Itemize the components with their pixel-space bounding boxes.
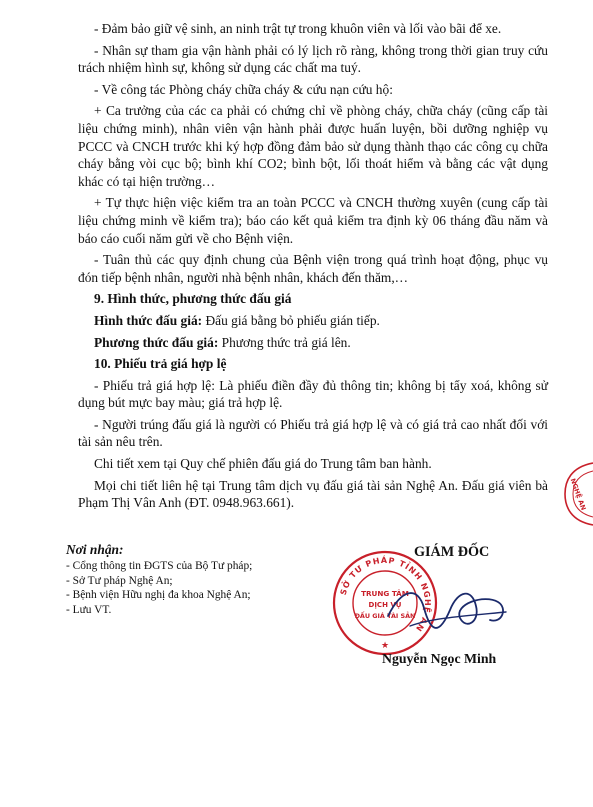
page-edge-stamp-icon [561, 461, 593, 527]
section-10-heading: 10. Phiếu trả giá hợp lệ [94, 356, 227, 372]
paragraph-regulation: Chi tiết xem tại Quy chế phiên đấu giá do Trung tâm ban hành. [94, 456, 432, 472]
document-body [78, 20, 548, 516]
auction-method-label: Phương thức đấu giá: [94, 334, 219, 350]
auction-form-value: Đấu giá bằng bỏ phiếu gián tiếp. [202, 312, 380, 328]
svg-text:★: ★ [380, 641, 390, 651]
paragraph-hygiene: - Đảm bảo giữ vệ sinh, an ninh trật tự trong khuôn viên và lối vào bãi để xe. [94, 21, 502, 36]
recipients-title: Nơi nhận: [66, 542, 124, 557]
paragraph-personnel: - Nhân sự tham gia vận hành phải có lý lịch rõ ràng, không trong thời gian truy cứu trách nhiệm hình sự, không sử dụng các chất ma tuý. [78, 42, 548, 76]
auction-method [78, 334, 548, 352]
recipient-item: - Cổng thông tin ĐGTS của Bộ Tư pháp; [66, 560, 253, 573]
signer-role: GIÁM ĐỐC [414, 544, 490, 560]
signer-name: Nguyễn Ngọc Minh [382, 651, 497, 666]
paragraph-inspection: + Tự thực hiện việc kiểm tra an toàn PCCC và CNCH thường xuyên (cung cấp tài liệu chứng minh về kiểm tra); báo cáo kết quả kiểm tra định kỳ 06 tháng đầu năm và báo cáo cuối năm gửi về cho Bệnh viện. [78, 195, 548, 246]
side-stamp-text: NGHỆ AN [568, 477, 588, 512]
paragraph-winner: - Người trúng đấu giá là người có Phiếu trả giá hợp lệ và có giá trả cao nhất đối với tài sản nêu trên. [78, 416, 548, 450]
paragraph-shift-leader: + Ca trưởng của các ca phải có chứng chỉ về phòng cháy, chữa cháy (cũng cấp tài liệu chứng minh), nhân viên vận hành phải được huấn luyện, bồi dưỡng nghiệp vụ PCCC và CNCH trước khi ký hợp đồng đảm bảo sử dụng thành thạo các công cụ chữa cháy bằng vòi cục bộ; bình khí CO2; bình bột, lối thoát hiểm và bằng các vật dụng khác có tại hiện trường… [78, 103, 548, 189]
recipient-item: - Sở Tư pháp Nghệ An; [66, 574, 173, 587]
paragraph-compliance: - Tuân thủ các quy định chung của Bệnh viện trong quá trình hoạt động, phục vụ đón tiếp bệnh nhân, người nhà bệnh nhân, khách đến thăm,… [78, 252, 548, 285]
seal-ring-text: SỞ TƯ PHÁP TỈNH NGHỆ AN [338, 555, 433, 634]
auction-form [78, 312, 548, 330]
section-9-heading: 9. Hình thức, phương thức đấu giá [94, 291, 292, 307]
signature-block [330, 540, 560, 675]
paragraph-contact: Mọi chi tiết liên hệ tại Trung tâm dịch vụ đấu giá tài sản Nghệ An. Đấu giá viên bà Phạm Thị Vân Anh (ĐT. 0948.963.661). [78, 477, 548, 511]
recipient-item: - Lưu VT. [66, 603, 112, 616]
recipient-item: - Bệnh viện Hữu nghị đa khoa Nghệ An; [66, 589, 251, 602]
paragraph-fire-safety: - Về công tác Phòng cháy chữa cháy & cứu nạn cứu hộ: [94, 81, 393, 97]
auction-method-value: Phương thức trả giá lên. [218, 334, 351, 350]
seal-line: DỊCH VỤ [368, 601, 402, 609]
seal-line: TRUNG TÂM [361, 589, 409, 598]
recipients-block [66, 543, 316, 617]
handwritten-signature-icon [380, 568, 520, 648]
paragraph-valid-bid: - Phiếu trả giá hợp lệ: Là phiếu điền đầy đủ thông tin; không bị tẩy xoá, không sử dụng bút mực bay màu; giá trả hợp lệ. [78, 377, 548, 411]
seal-line: ĐẤU GIÁ TÀI SẢN [354, 612, 416, 620]
auction-form-label: Hình thức đấu giá: [94, 312, 203, 328]
